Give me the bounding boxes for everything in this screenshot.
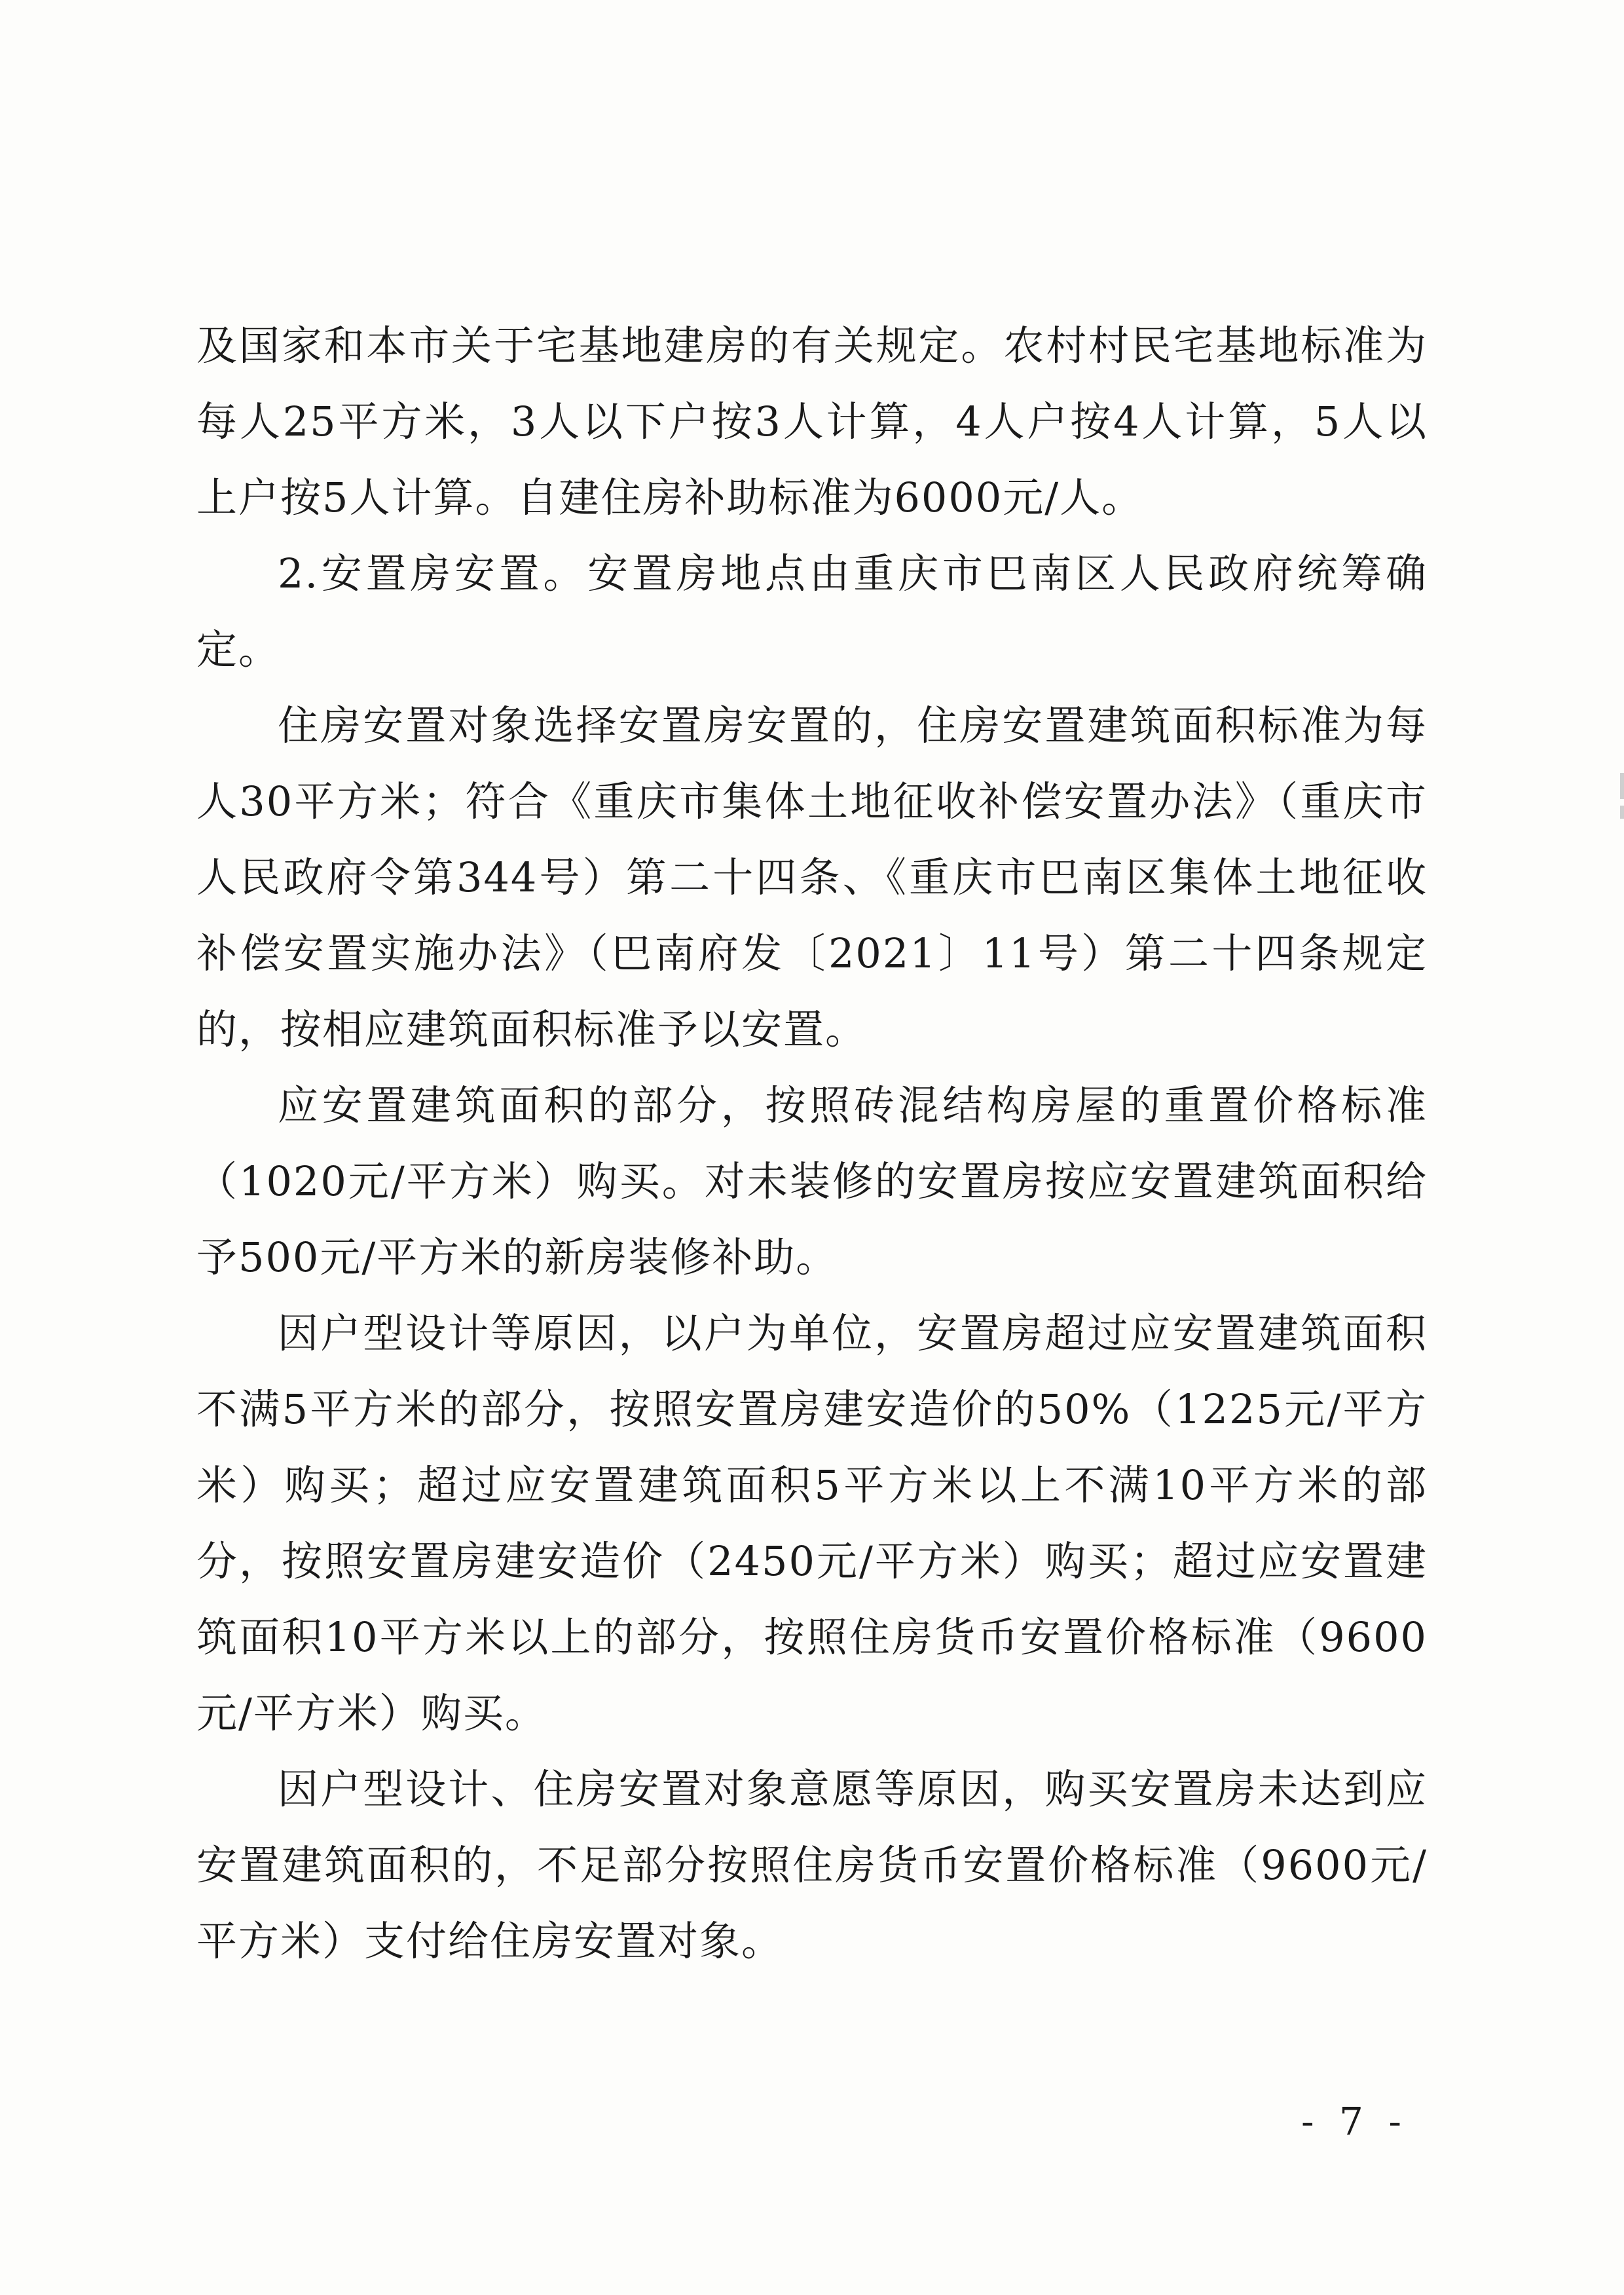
paragraph-shortfall-area: 因户型设计、住房安置对象意愿等原因，购买安置房未达到应安置建筑面积的，不足部分按照住房货币安置价格标准（9600元/平方米）支付给住房安置对象。 (196, 1765, 1428, 1965)
paragraph-purchase-price: 应安置建筑面积的部分，按照砖混结构房屋的重置价格标准（1020元/平方米）购买。对未装修的安置房按应安置建筑面积给予500元/平方米的新房装修补助。 (196, 1081, 1428, 1281)
scan-edge-mark (1620, 773, 1624, 799)
scan-edge-mark (1620, 806, 1624, 819)
paragraph-continuation: 及国家和本市关于宅基地建房的有关规定。农村村民宅基地标准为每人25平方米，3人以下户按3人计算，4人户按4人计算，5人以上户按5人计算。自建住房补助标准为6000元/人。 (196, 322, 1428, 521)
paragraph-area-standard: 住房安置对象选择安置房安置的，住房安置建筑面积标准为每人30平方米；符合《重庆市集体土地征收补偿安置办法》（重庆市人民政府令第344号）第二十四条、《重庆市巴南区集体土地征收补偿安置实施办法》（巴南府发〔2021〕11号）第二十四条规定的，按相应建筑面积标准予以安置。 (196, 701, 1428, 1053)
paragraph-excess-area: 因户型设计等原因，以户为单位，安置房超过应安置建筑面积不满5平方米的部分，按照安置房建安造价的50%（1225元/平方米）购买；超过应安置建筑面积5平方米以上不满10平方米的部分，按照安置房建安造价（2450元/平方米）购买；超过应安置建筑面积10平方米以上的部分，按照住房货币安置价格标准（9600元/平方米）购买。 (196, 1309, 1428, 1737)
document-body (196, 308, 1428, 1979)
page-number: - 7 - (1301, 2099, 1408, 2144)
paragraph-resettlement-housing: 2.安置房安置。安置房地点由重庆市巴南区人民政府统筹确定。 (196, 550, 1428, 673)
